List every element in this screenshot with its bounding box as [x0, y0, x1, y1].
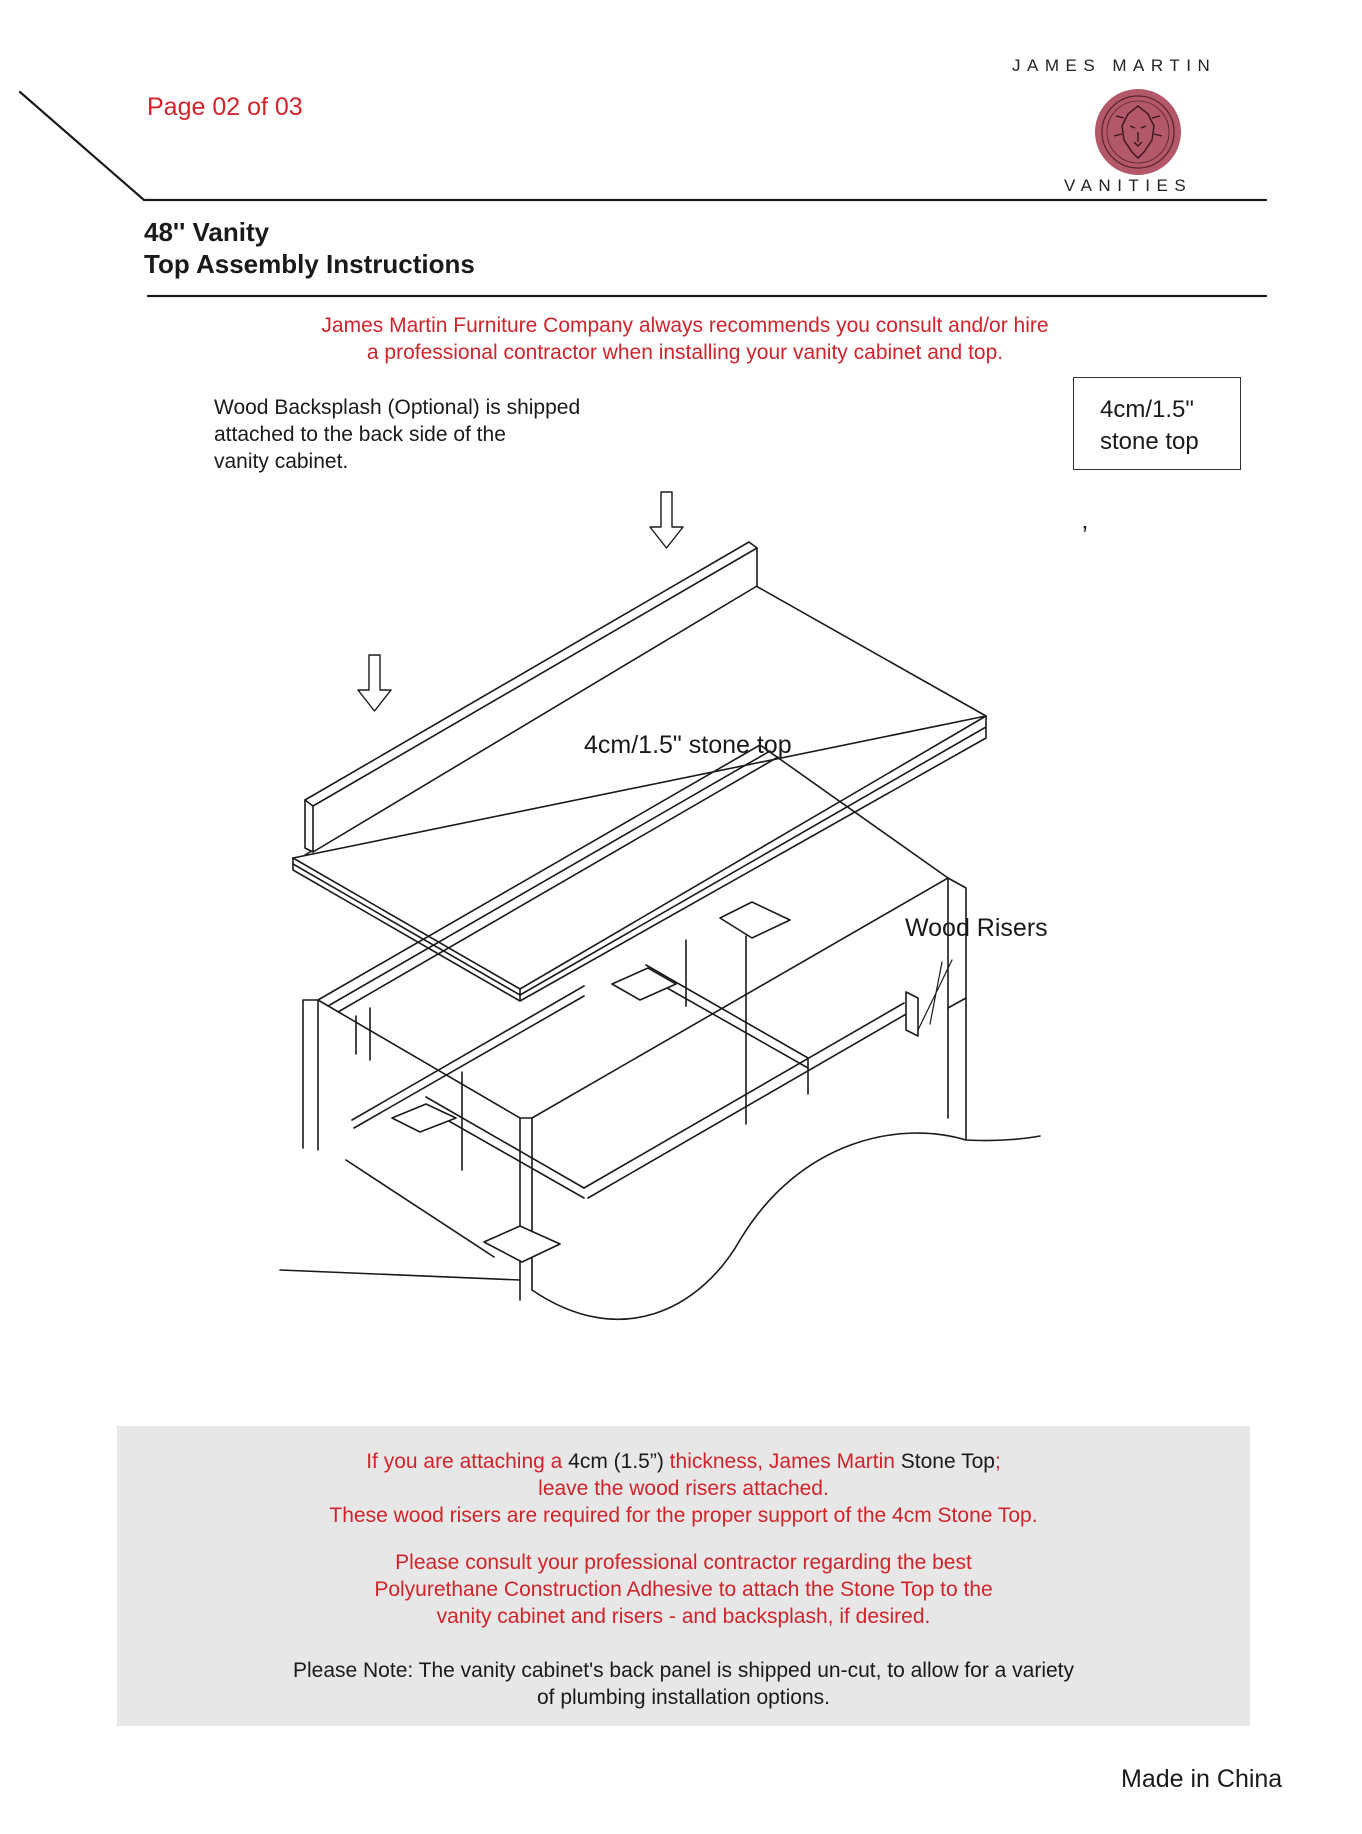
stone-top-callout: [1073, 377, 1241, 470]
note-line: vanity cabinet.: [214, 450, 349, 473]
info-paragraph-3: [117, 1657, 1250, 1711]
notice-line: a professional contractor when installing your vanity cabinet and top.: [366, 341, 1004, 364]
stray-mark: ’: [1082, 520, 1088, 550]
backsplash-note: [214, 394, 634, 475]
stone-top-label: 4cm/1.5" stone top: [584, 731, 792, 759]
note-line: attached to the back side of the: [214, 423, 506, 446]
notice-line: James Martin Furniture Company always recommends you consult and/or hire: [321, 314, 1049, 337]
info-line: Polyurethane Construction Adhesive to attach the Stone Top to the: [374, 1578, 993, 1601]
callout-line: 4cm/1.5": [1100, 396, 1194, 423]
info-text: thickness, James Martin: [663, 1450, 901, 1473]
title-line-2: Top Assembly Instructions: [144, 249, 475, 279]
down-arrow-icon: [650, 492, 683, 548]
title-line-1: 48'' Vanity: [144, 217, 270, 247]
info-line: vanity cabinet and risers - and backsplash, if desired.: [436, 1605, 931, 1628]
leader-line: [918, 960, 952, 1030]
info-line: Please consult your professional contractor regarding the best: [395, 1551, 972, 1574]
info-line: Please Note: The vanity cabinet's back panel is shipped un-cut, to allow for a variety: [292, 1659, 1075, 1682]
down-arrow-icon: [358, 655, 391, 711]
info-paragraph-1: [117, 1448, 1250, 1529]
info-text: If you are attaching a: [366, 1450, 569, 1473]
callout-line: stone top: [1100, 428, 1199, 455]
info-text: 4cm (1.5”): [568, 1450, 664, 1473]
contractor-notice: [140, 312, 1230, 366]
brand-subtitle: VANITIES: [1064, 176, 1193, 195]
wood-risers-label: Wood Risers: [905, 914, 1048, 942]
brand-name: JAMES MARTIN: [1012, 56, 1217, 75]
info-line: [117, 1448, 1250, 1475]
page-number: Page 02 of 03: [147, 93, 303, 121]
page-title: [144, 216, 475, 280]
info-line: These wood risers are required for the proper support of the 4cm Stone Top.: [329, 1504, 1038, 1527]
info-line: of plumbing installation options.: [536, 1686, 830, 1709]
info-text: Stone Top: [900, 1450, 995, 1473]
info-paragraph-2: [117, 1549, 1250, 1630]
info-line: leave the wood risers attached.: [538, 1477, 829, 1500]
note-line: Wood Backsplash (Optional) is shipped: [214, 396, 581, 419]
made-in-label: Made in China: [1121, 1765, 1283, 1793]
header-corner-line: [20, 92, 1266, 200]
info-text: ;: [994, 1450, 1001, 1473]
